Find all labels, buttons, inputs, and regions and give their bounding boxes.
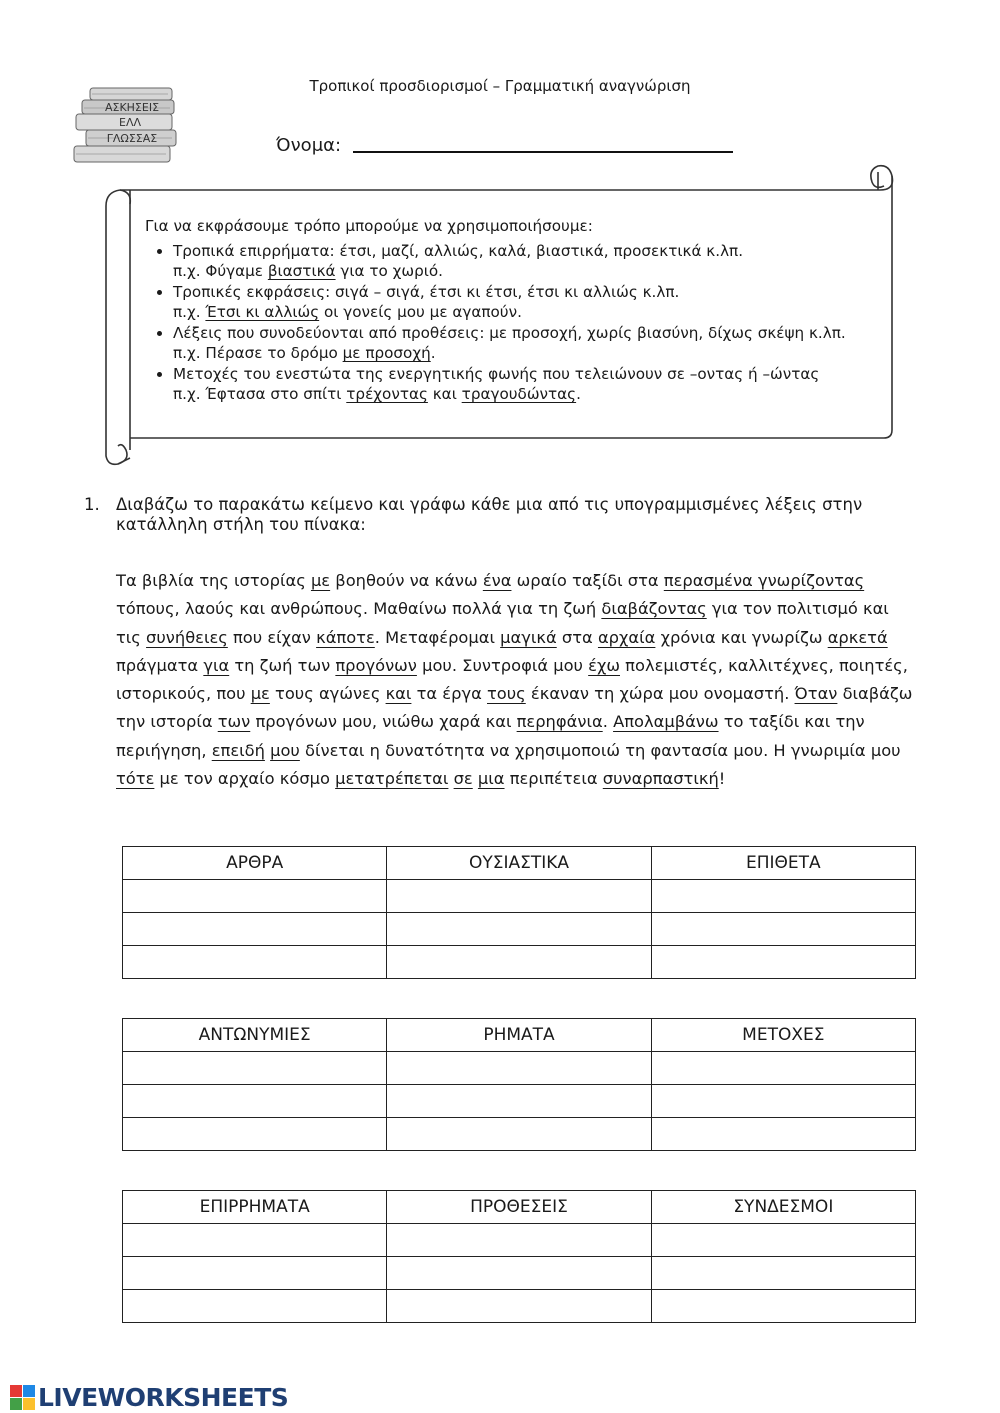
table-header-row <box>123 847 916 880</box>
answer-cell[interactable] <box>387 913 651 946</box>
underlined-word: γνωρίζοντας <box>757 571 865 590</box>
underlined-word: μια <box>477 769 505 789</box>
underlined-word: περασμένα <box>663 571 758 590</box>
worksheet-title: Τροπικοί προσδιορισμοί – Γραμματική αναγνώριση <box>309 77 691 95</box>
underlined-word: έχω <box>588 655 620 675</box>
answer-cell[interactable] <box>651 1085 915 1118</box>
rule-text: Μετοχές του ενεστώτα της ενεργητικής φωνής που τελειώνουν σε –οντας ή –ώντας <box>173 364 820 383</box>
answer-cell[interactable] <box>387 1085 651 1118</box>
underlined-word: κάποτε <box>316 627 375 647</box>
table-row <box>123 880 916 913</box>
books-logo-icon <box>72 86 184 164</box>
underlined-word: περηφάνια <box>516 712 603 732</box>
rule-item <box>173 364 875 405</box>
example-text: οι γονείς μου με αγαπούν. <box>319 303 522 321</box>
table-row <box>123 946 916 979</box>
underlined-word: διαβάζοντας <box>601 599 707 619</box>
table-header: ΟΥΣΙΑΣΤΙΚΑ <box>387 847 651 880</box>
passage-text: ωραίο ταξίδι στα <box>511 571 664 590</box>
answer-cell[interactable] <box>651 880 915 913</box>
passage-text: που είχαν <box>227 627 317 647</box>
example-text: και <box>427 385 462 403</box>
passage-text: διαβάζω την ιστορία <box>116 684 913 732</box>
answer-cell[interactable] <box>651 1224 915 1257</box>
answer-cell[interactable] <box>123 1052 387 1085</box>
example-underlined: βιαστικά <box>267 262 336 280</box>
answer-cell[interactable] <box>651 946 915 979</box>
answer-cell[interactable] <box>123 1085 387 1118</box>
passage-text: μου. Συντροφιά μου <box>416 655 589 675</box>
brand-square <box>23 1398 35 1410</box>
classification-table-1 <box>122 846 916 979</box>
underlined-word: συναρπαστική <box>602 769 719 789</box>
answer-cell[interactable] <box>123 1257 387 1290</box>
example-text: για το χωριό. <box>335 262 444 280</box>
rule-text: Τροπικά επιρρήματα: έτσι, μαζί, αλλιώς, καλά, βιαστικά, προσεκτικά κ.λπ. <box>173 241 744 260</box>
answer-cell[interactable] <box>123 1290 387 1323</box>
passage-text: βοηθούν να κάνω <box>330 571 483 590</box>
answer-cell[interactable] <box>387 880 651 913</box>
table-header-row <box>123 1191 916 1224</box>
underlined-word: αρκετά <box>827 627 888 647</box>
table-header: ΡΗΜΑΤΑ <box>387 1019 651 1052</box>
rule-text: Τροπικές εκφράσεις: σιγά – σιγά, έτσι κι έτσι, έτσι κι αλλιώς κ.λπ. <box>173 282 680 301</box>
brand-squares-icon <box>10 1385 35 1410</box>
classification-table-2 <box>122 1018 916 1151</box>
passage-text: . <box>602 712 614 732</box>
passage-text: ! <box>718 769 726 789</box>
exercise-instruction: Διαβάζω το παρακάτω κείμενο και γράφω κάθε μια από τις υπογραμμισμένες λέξεις στην κατάλληλη στήλη του πίνακα: <box>116 495 863 534</box>
logo-text-line-1: ΑΣΚΗΣΕΙΣ <box>104 101 160 114</box>
liveworksheets-logo[interactable] <box>10 1383 288 1412</box>
rule-example <box>173 303 522 321</box>
passage-text: Τα βιβλία της ιστορίας <box>116 571 311 590</box>
rule-example <box>173 344 436 362</box>
rule-item <box>173 241 875 282</box>
passage-text: στα <box>556 627 598 647</box>
underlined-word: συνήθειες <box>146 627 228 647</box>
answer-cell[interactable] <box>123 1118 387 1151</box>
rule-example <box>173 385 581 403</box>
passage-text: τους αγώνες <box>269 684 386 704</box>
underlined-word: μου <box>270 740 300 760</box>
passage-text: χρόνια και γνωρίζω <box>655 627 828 647</box>
example-text: . <box>576 385 581 403</box>
underlined-word: προγόνων <box>335 655 417 675</box>
answer-cell[interactable] <box>387 1290 651 1323</box>
underlined-word: ένα <box>482 571 512 590</box>
table-row <box>123 1085 916 1118</box>
rules-list <box>145 241 875 405</box>
underlined-word: σε <box>453 769 473 789</box>
scroll-intro: Για να εκφράσουμε τρόπο μπορούμε να χρησιμοποιήσουμε: <box>145 217 593 235</box>
underlined-word: με <box>310 571 331 590</box>
passage-text: έκαναν τη χώρα μου ονομαστή. <box>525 684 795 704</box>
answer-cell[interactable] <box>651 1052 915 1085</box>
passage-text: περιπέτεια <box>504 769 603 789</box>
logo-text-line-2: ΕΛΛ <box>119 116 141 129</box>
table-header: ΠΡΟΘΕΣΕΙΣ <box>387 1191 651 1224</box>
passage-text: . Μεταφέρομαι <box>374 627 501 647</box>
answer-cell[interactable] <box>651 1257 915 1290</box>
brand-square <box>10 1385 22 1397</box>
name-row <box>276 135 733 156</box>
logo-text-line-3: ΓΛΩΣΣΑΣ <box>106 132 158 145</box>
passage-text: για τον πολιτισμό και τις <box>116 599 889 647</box>
answer-cell[interactable] <box>651 1290 915 1323</box>
table-row <box>123 1052 916 1085</box>
passage-text: δίνεται η δυνατότητα να χρησιμοποιώ τη φαντασία μου. Η γνωριμία μου <box>299 740 901 760</box>
table-header: ΑΡΘΡΑ <box>123 847 387 880</box>
example-text: π.χ. Πέρασε το δρόμο <box>173 344 343 362</box>
table-row <box>123 1257 916 1290</box>
example-text: π.χ. Φύγαμε <box>173 262 268 280</box>
answer-cell[interactable] <box>123 946 387 979</box>
underlined-word: τότε <box>116 769 155 789</box>
answer-cell[interactable] <box>651 1118 915 1151</box>
underlined-word: για <box>203 655 230 675</box>
answer-cell[interactable] <box>651 913 915 946</box>
example-text: π.χ. <box>173 303 206 321</box>
table-header: ΕΠΙΡΡΗΜΑΤΑ <box>123 1191 387 1224</box>
passage-text: τόπους, λαούς και ανθρώπους. Μαθαίνω πολλά για τη ζωή <box>116 599 602 619</box>
passage-text: τη ζωή των <box>229 655 336 675</box>
rule-item <box>173 282 875 323</box>
underlined-word: μετατρέπεται <box>335 769 449 789</box>
name-label: Όνομα: <box>276 135 342 156</box>
underlined-word: με <box>250 684 270 704</box>
passage-text: πολεμιστές, καλλιτέχνες, ποιητές, ιστορικούς, που <box>116 655 908 704</box>
answer-cell[interactable] <box>387 1052 651 1085</box>
scroll-content <box>145 216 875 405</box>
underlined-word: των <box>217 712 251 732</box>
table-header-row <box>123 1019 916 1052</box>
classification-table-3 <box>122 1190 916 1323</box>
table-row <box>123 1224 916 1257</box>
passage-text: με τον αρχαίο κόσμο <box>154 769 336 789</box>
underlined-word: Όταν <box>794 684 838 704</box>
example-text: π.χ. Έφτασα στο σπίτι <box>173 385 347 403</box>
underlined-word: επειδή <box>211 740 265 760</box>
underlined-word: αρχαία <box>597 627 656 647</box>
table-header: ΜΕΤΟΧΕΣ <box>651 1019 915 1052</box>
answer-cell[interactable] <box>387 1257 651 1290</box>
brand-square <box>23 1385 35 1397</box>
answer-cell[interactable] <box>387 1118 651 1151</box>
passage-text: προγόνων μου, νιώθω χαρά και <box>250 712 517 732</box>
example-underlined: Έτσι κι αλλιώς <box>205 303 320 321</box>
table-row <box>123 1290 916 1323</box>
brand-name: LIVEWORKSHEETS <box>38 1383 289 1412</box>
example-underlined: τραγουδώντας <box>461 385 577 403</box>
rule-example <box>173 262 443 280</box>
rule-text: Λέξεις που συνοδεύονται από προθέσεις: με προσοχή, χωρίς βιασύνη, δίχως σκέψη κ.λπ. <box>173 323 846 342</box>
exercise-number: 1. <box>84 495 100 514</box>
example-text: . <box>430 344 436 362</box>
example-underlined: με προσοχή <box>342 344 431 362</box>
answer-cell[interactable] <box>123 1224 387 1257</box>
reading-passage <box>116 567 916 793</box>
passage-text: πράγματα <box>116 655 204 675</box>
answer-cell[interactable] <box>123 880 387 913</box>
name-input-line[interactable] <box>353 151 733 153</box>
underlined-word: μαγικά <box>500 627 557 647</box>
table-header: ΣΥΝΔΕΣΜΟΙ <box>651 1191 915 1224</box>
table-header: ΑΝΤΩΝΥΜΙΕΣ <box>123 1019 387 1052</box>
answer-cell[interactable] <box>387 1224 651 1257</box>
rule-item <box>173 323 875 364</box>
underlined-word: τους <box>487 684 526 704</box>
underlined-word: Απολαμβάνω <box>613 712 719 732</box>
passage-text: το ταξίδι και την περιήγηση, <box>116 712 865 760</box>
answer-cell[interactable] <box>123 913 387 946</box>
underlined-word: και <box>385 684 412 704</box>
table-row <box>123 913 916 946</box>
table-row <box>123 1118 916 1151</box>
example-underlined: τρέχοντας <box>346 385 428 403</box>
answer-cell[interactable] <box>387 946 651 979</box>
table-header: ΕΠΙΘΕΤΑ <box>651 847 915 880</box>
brand-square <box>10 1398 22 1410</box>
passage-text: τα έργα <box>411 684 487 704</box>
